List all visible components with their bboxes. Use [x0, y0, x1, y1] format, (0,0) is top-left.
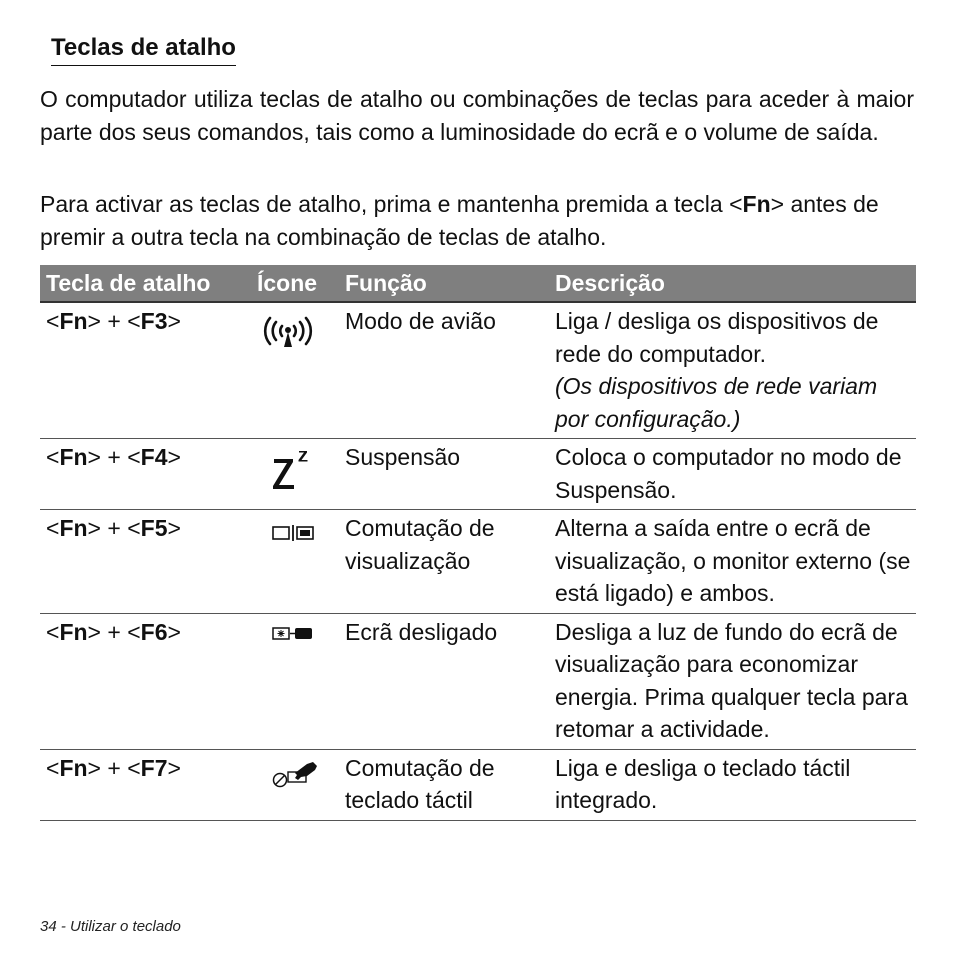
table-row: [40, 439, 916, 510]
touchpad-toggle-icon: [271, 758, 327, 792]
icon-cell: [251, 439, 339, 510]
description-text: Liga / desliga os dispositivos de rede do computador.: [555, 308, 879, 367]
bracket: <: [127, 754, 141, 781]
function-key: F4: [140, 444, 168, 470]
hotkey-cell: [40, 439, 251, 510]
table-row: [40, 749, 916, 820]
description-text: Coloca o computador no modo de Suspensão.: [555, 444, 902, 503]
page-footer: 34 - Utilizar o teclado: [40, 918, 181, 935]
hotkey-cell: [40, 749, 251, 820]
airplane-wireless-icon: [260, 311, 316, 351]
description-text: Desliga a luz de fundo do ecrã de visualização para economizar energia. Prima qualquer tecla para retomar a actividade.: [555, 618, 908, 742]
plus-sign: +: [100, 515, 128, 541]
icon-cell: [251, 613, 339, 749]
bracket: >: [87, 308, 101, 334]
function-cell: Suspensão: [339, 439, 549, 510]
description-cell: [549, 302, 916, 439]
bracket: <: [46, 754, 60, 781]
bracket: <: [127, 308, 141, 334]
mod-key: Fn: [59, 444, 88, 470]
bracket: >: [87, 515, 101, 541]
table-row: [40, 302, 916, 439]
activation-text-start: Para activar as teclas de atalho, prima e mantenha premida a tecla <: [40, 191, 743, 217]
bracket: <: [46, 618, 60, 645]
table-row: [40, 510, 916, 614]
bracket: <: [127, 515, 141, 541]
plus-sign: +: [100, 444, 128, 470]
description-cell: [549, 749, 916, 820]
table-row: [40, 613, 916, 749]
mod-key: Fn: [59, 618, 88, 645]
header-function: Função: [339, 265, 549, 302]
bracket: >: [87, 618, 101, 645]
icon-cell: [251, 510, 339, 614]
description-cell: [549, 510, 916, 614]
intro-paragraph: O computador utiliza teclas de atalho ou combinações de teclas para aceder à maior parte dos seus comandos, tais como a luminosidade do ecrã e o volume de saída.: [40, 86, 914, 145]
activation-text-end: > antes de premir a outra tecla na combinação de teclas de atalho.: [40, 191, 879, 250]
bracket: <: [46, 444, 60, 470]
bracket: >: [167, 444, 181, 470]
bracket: <: [46, 308, 60, 334]
mod-key: Fn: [59, 308, 88, 334]
function-key: F3: [140, 308, 168, 334]
bracket: >: [167, 308, 181, 334]
function-cell: Modo de avião: [339, 302, 549, 439]
display-off-icon: [271, 622, 327, 652]
bracket: >: [87, 444, 101, 470]
description-text: Liga e desliga o teclado táctil integrado.: [555, 754, 851, 813]
function-key: F5: [140, 515, 168, 541]
fn-key-label: Fn: [742, 191, 771, 217]
function-cell: Comutação de teclado táctil: [339, 749, 549, 820]
hotkey-cell: [40, 302, 251, 439]
bracket: >: [167, 618, 181, 645]
page-title: Teclas de atalho: [51, 33, 236, 66]
plus-sign: +: [100, 308, 128, 334]
bracket: <: [127, 618, 141, 645]
function-key: F7: [140, 754, 168, 781]
hotkeys-table: [40, 265, 916, 821]
header-description: Descrição: [549, 265, 916, 302]
description-cell: [549, 439, 916, 510]
header-icon: Ícone: [251, 265, 339, 302]
header-hotkey: Tecla de atalho: [40, 265, 251, 302]
mod-key: Fn: [59, 515, 88, 541]
hotkey-cell: [40, 613, 251, 749]
icon-cell: [251, 749, 339, 820]
display-toggle-icon: [271, 518, 327, 548]
function-cell: Comutação de visualização: [339, 510, 549, 614]
sleep-zz-icon: [271, 447, 327, 493]
description-cell: [549, 613, 916, 749]
plus-sign: +: [100, 618, 128, 645]
bracket: >: [167, 515, 181, 541]
description-note: (Os dispositivos de rede variam por configuração.): [555, 373, 878, 432]
bracket: <: [46, 515, 60, 541]
hotkey-cell: [40, 510, 251, 614]
plus-sign: +: [100, 754, 128, 781]
mod-key: Fn: [59, 754, 88, 781]
function-key: F6: [140, 618, 168, 645]
table-header-row: [40, 265, 916, 302]
bracket: >: [87, 754, 101, 781]
bracket: >: [167, 754, 181, 781]
activation-paragraph: [40, 188, 914, 253]
function-cell: Ecrã desligado: [339, 613, 549, 749]
description-text: Alterna a saída entre o ecrã de visualização, o monitor externo (se está ligado) e ambos.: [555, 515, 911, 606]
icon-cell: [251, 302, 339, 439]
bracket: <: [127, 444, 141, 470]
